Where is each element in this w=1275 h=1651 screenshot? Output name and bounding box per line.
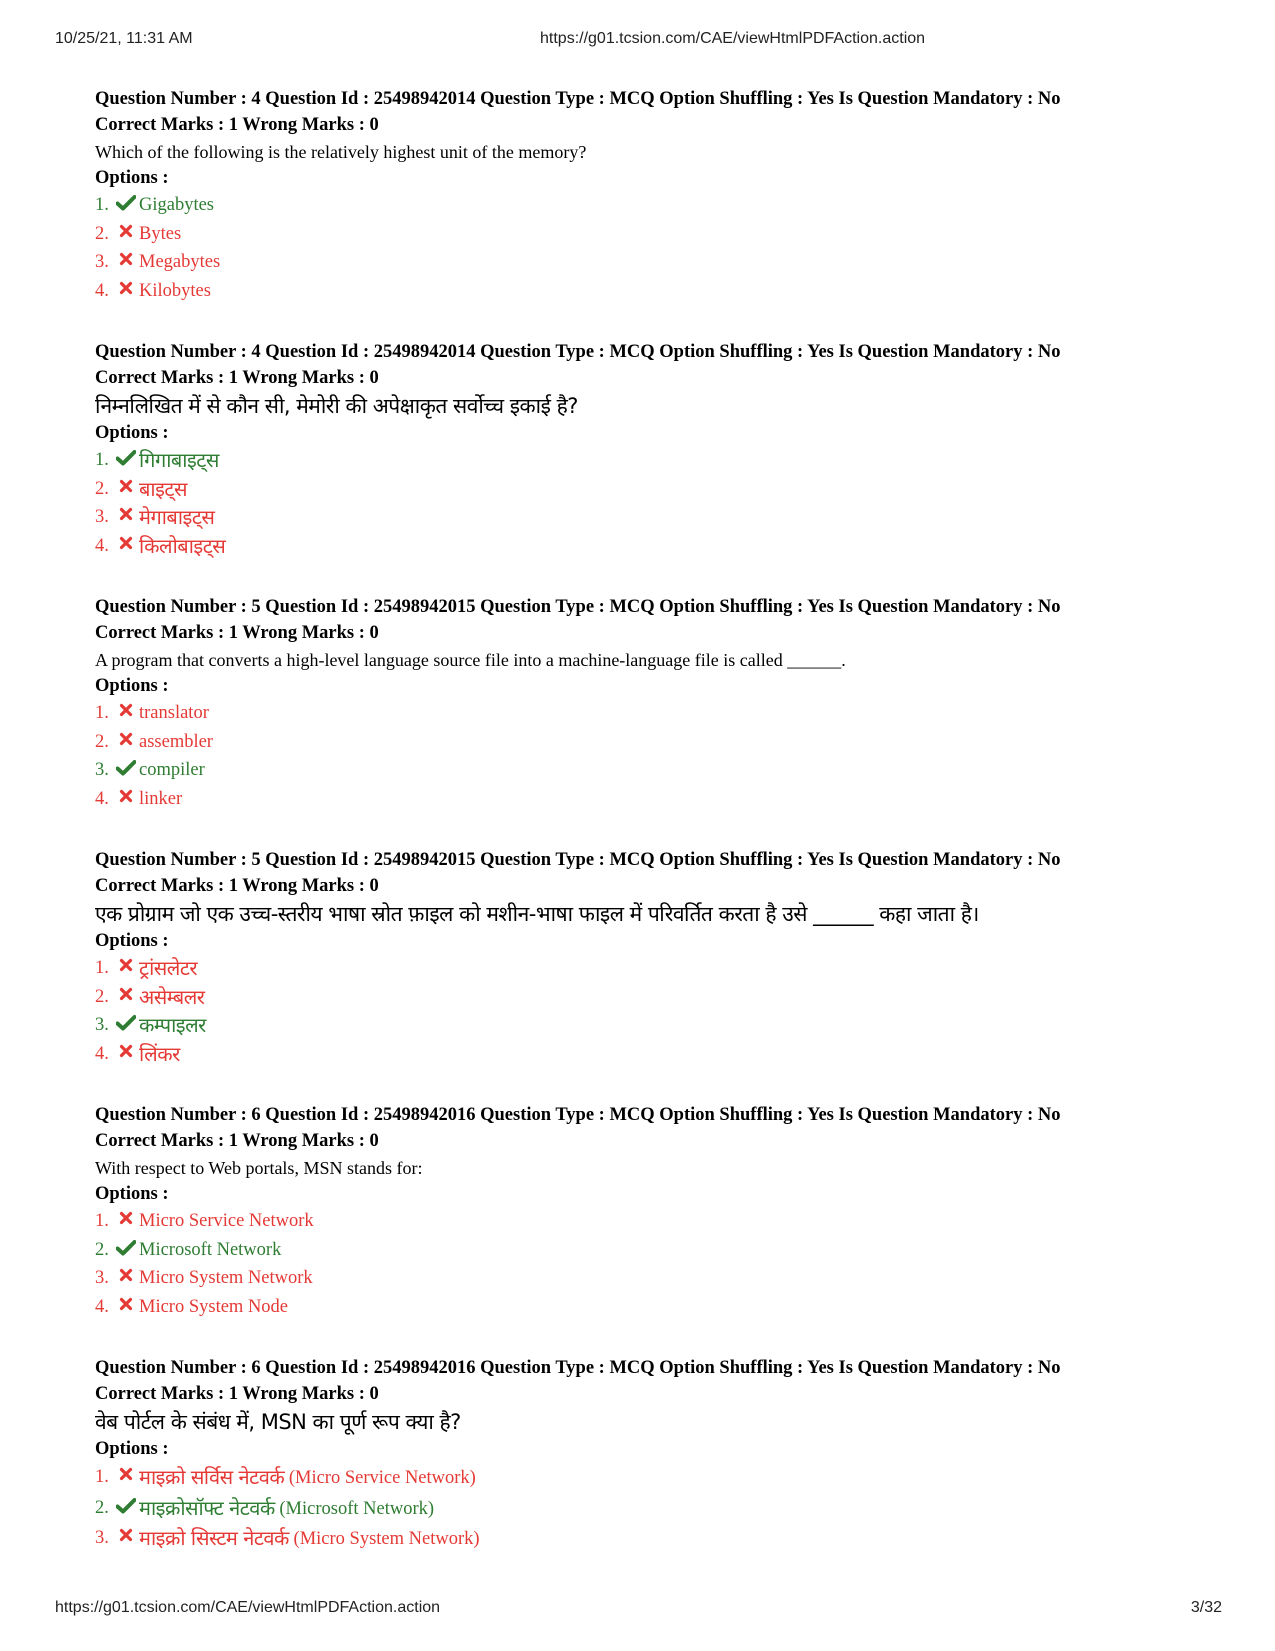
options-label: Options :	[95, 676, 169, 696]
option-number: 3.	[95, 1268, 109, 1288]
option-number: 3.	[95, 760, 109, 780]
option-label: ट्रांसलेटर	[139, 956, 198, 980]
option-label: लिंकर	[139, 1041, 180, 1066]
checkmark-icon	[115, 195, 137, 215]
footer-page-number: 3/32	[1190, 1599, 1222, 1616]
option-label: किलोबाइट्स	[139, 533, 226, 558]
option-item	[95, 1462, 1225, 1493]
question-text: निम्नलिखित में से कौन सी, मेमोरी की अपेक्षाकृत सर्वोच्च इकाई है?	[95, 394, 578, 418]
cross-icon	[115, 536, 137, 556]
option-number: 3.	[95, 1015, 109, 1035]
option-item	[95, 220, 1225, 249]
option-item	[95, 1040, 1225, 1069]
options-label: Options :	[95, 423, 169, 443]
option-label: असेम्बलर	[139, 984, 205, 1009]
option-number: 1.	[95, 958, 109, 978]
option-number: 1.	[95, 703, 109, 723]
option-label: Megabytes	[139, 252, 221, 272]
option-label: माइक्रो सर्विस नेटवर्क	[139, 1465, 285, 1489]
checkmark-icon	[115, 760, 137, 780]
option-number: 4.	[95, 1043, 109, 1064]
option-label: Micro System Node	[139, 1296, 289, 1317]
option-item	[95, 446, 1225, 475]
option-label: Micro System Network	[139, 1268, 313, 1288]
cross-icon	[115, 224, 137, 244]
question-text: वेब पोर्टल के संबंध में, MSN का पूर्ण रूप क्या है?	[95, 1410, 461, 1434]
option-item	[95, 532, 1225, 561]
question-marks: Correct Marks : 1 Wrong Marks : 0	[95, 1384, 379, 1404]
cross-icon	[115, 1044, 137, 1064]
option-item	[95, 277, 1225, 306]
question-list	[95, 86, 1225, 1588]
option-item	[95, 1293, 1225, 1322]
option-item	[95, 475, 1225, 504]
option-label: translator	[139, 703, 209, 723]
header-url: https://g01.tcsion.com/CAE/viewHtmlPDFAction.action	[540, 30, 926, 47]
question-text: With respect to Web portals, MSN stands for:	[95, 1158, 423, 1178]
cross-icon	[115, 732, 137, 752]
option-label: Gigabytes	[139, 195, 215, 215]
cross-icon	[115, 958, 137, 978]
option-number: 1.	[95, 195, 109, 215]
options-label: Options :	[95, 168, 169, 188]
option-item	[95, 756, 1225, 785]
options-label: Options :	[95, 1439, 169, 1459]
cross-icon	[115, 1467, 137, 1487]
question-block	[95, 1102, 1225, 1321]
option-item	[95, 1236, 1225, 1265]
option-number: 1.	[95, 1467, 109, 1487]
option-number: 2.	[95, 1497, 109, 1518]
cross-icon	[115, 789, 137, 809]
option-label: माइक्रो सिस्टम नेटवर्क	[139, 1526, 289, 1550]
question-meta: Question Number : 4 Question Id : 25498942014 Question Type : MCQ Option Shuffling : Yes Is Question Mandatory : No	[95, 89, 1061, 109]
question-marks: Correct Marks : 1 Wrong Marks : 0	[95, 623, 379, 643]
option-item	[95, 503, 1225, 532]
option-label: Kilobytes	[139, 280, 211, 301]
checkmark-icon	[115, 1240, 137, 1260]
option-item	[95, 983, 1225, 1012]
option-label: गिगाबाइट्स	[139, 448, 219, 472]
cross-icon	[115, 1297, 137, 1317]
cross-icon	[115, 987, 137, 1007]
question-text: A program that converts a high-level language source file into a machine-language file is called ______.	[95, 650, 846, 670]
question-marks: Correct Marks : 1 Wrong Marks : 0	[95, 115, 379, 135]
option-number: 1.	[95, 450, 109, 470]
cross-icon	[115, 1268, 137, 1288]
question-text: Which of the following is the relatively highest unit of the memory?	[95, 142, 587, 162]
option-number: 2.	[95, 223, 109, 244]
option-number: 2.	[95, 478, 109, 499]
option-item	[95, 699, 1225, 728]
option-item	[95, 248, 1225, 277]
question-block	[95, 339, 1225, 560]
question-block	[95, 1355, 1225, 1554]
header-datetime: 10/25/21, 11:31 AM	[55, 30, 193, 47]
cross-icon	[115, 1528, 137, 1548]
option-item	[95, 1264, 1225, 1293]
option-item	[95, 1207, 1225, 1236]
option-label: assembler	[139, 731, 213, 752]
cross-icon	[115, 1211, 137, 1231]
checkmark-icon	[115, 1015, 137, 1035]
option-label: बाइट्स	[139, 476, 188, 501]
checkmark-icon	[115, 450, 137, 470]
question-marks: Correct Marks : 1 Wrong Marks : 0	[95, 1131, 379, 1151]
option-number: 4.	[95, 1296, 109, 1317]
option-item	[95, 728, 1225, 757]
option-number: 2.	[95, 986, 109, 1007]
question-marks: Correct Marks : 1 Wrong Marks : 0	[95, 876, 379, 896]
option-number: 3.	[95, 507, 109, 527]
option-number: 3.	[95, 252, 109, 272]
options-label: Options :	[95, 1184, 169, 1204]
question-meta: Question Number : 5 Question Id : 25498942015 Question Type : MCQ Option Shuffling : Yes Is Question Mandatory : No	[95, 850, 1061, 870]
option-item	[95, 191, 1225, 220]
options-label: Options :	[95, 931, 169, 951]
option-item	[95, 1011, 1225, 1040]
question-meta: Question Number : 4 Question Id : 25498942014 Question Type : MCQ Option Shuffling : Yes Is Question Mandatory : No	[95, 342, 1061, 362]
option-item	[95, 1493, 1225, 1524]
cross-icon	[115, 479, 137, 499]
option-label: माइक्रोसॉफ्ट नेटवर्क	[139, 1495, 275, 1520]
option-number: 1.	[95, 1211, 109, 1231]
option-item	[95, 785, 1225, 814]
option-label: Microsoft Network	[139, 1239, 282, 1260]
option-label: कम्पाइलर	[139, 1013, 206, 1037]
question-marks: Correct Marks : 1 Wrong Marks : 0	[95, 368, 379, 388]
question-block	[95, 847, 1225, 1068]
option-label: compiler	[139, 760, 205, 780]
cross-icon	[115, 252, 137, 272]
option-label: Bytes	[139, 223, 182, 244]
option-label-english: (Microsoft Network)	[279, 1498, 435, 1519]
question-meta: Question Number : 5 Question Id : 25498942015 Question Type : MCQ Option Shuffling : Yes Is Question Mandatory : No	[95, 597, 1061, 617]
option-number: 4.	[95, 788, 109, 809]
footer-url: https://g01.tcsion.com/CAE/viewHtmlPDFAction.action	[55, 1599, 441, 1616]
checkmark-icon	[115, 1498, 137, 1518]
cross-icon	[115, 507, 137, 527]
option-label: linker	[139, 788, 183, 809]
cross-icon	[115, 281, 137, 301]
cross-icon	[115, 703, 137, 723]
option-number: 4.	[95, 280, 109, 301]
option-number: 4.	[95, 535, 109, 556]
option-number: 2.	[95, 1239, 109, 1260]
question-text: एक प्रोग्राम जो एक उच्च-स्तरीय भाषा स्रोत फ़ाइल को मशीन-भाषा फाइल में परिवर्तित करता है उसे ______ कहा जाता है।	[95, 902, 979, 926]
question-meta: Question Number : 6 Question Id : 25498942016 Question Type : MCQ Option Shuffling : Yes Is Question Mandatory : No	[95, 1105, 1061, 1125]
option-label: मेगाबाइट्स	[139, 505, 215, 529]
question-block	[95, 594, 1225, 813]
question-block	[95, 86, 1225, 305]
option-item	[95, 1523, 1225, 1554]
option-item	[95, 954, 1225, 983]
option-label-english: (Micro System Network)	[293, 1529, 480, 1549]
option-label: Micro Service Network	[139, 1211, 314, 1231]
option-label-english: (Micro Service Network)	[288, 1468, 476, 1488]
question-meta: Question Number : 6 Question Id : 25498942016 Question Type : MCQ Option Shuffling : Yes Is Question Mandatory : No	[95, 1358, 1061, 1378]
option-number: 2.	[95, 731, 109, 752]
option-number: 3.	[95, 1528, 109, 1548]
